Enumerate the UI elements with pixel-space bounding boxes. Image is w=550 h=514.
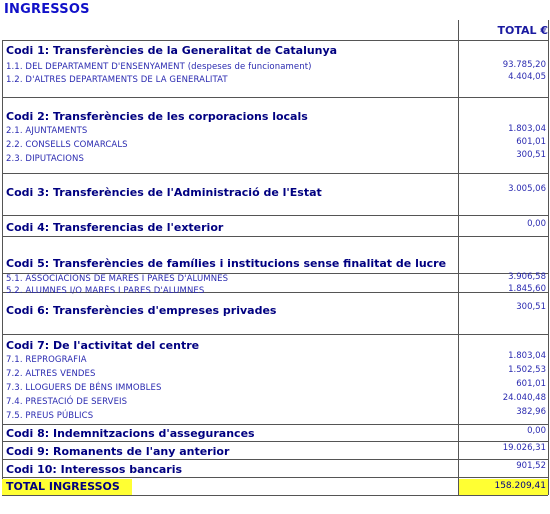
table-left-border bbox=[2, 40, 3, 495]
section-title-codi-7: Codi 7: De l'activitat del centre bbox=[6, 339, 200, 352]
total-column-header: TOTAL € bbox=[497, 24, 548, 37]
line-item-label: 7.1. REPROGRAFIA bbox=[6, 355, 87, 365]
line-item-label: 7.2. ALTRES VENDES bbox=[6, 369, 96, 379]
line-item-label: 7.5. PREUS PÚBLICS bbox=[6, 411, 94, 421]
line-item-value: 1.803,04 bbox=[508, 351, 546, 361]
section-value-codi-10: 901,52 bbox=[516, 461, 546, 471]
line-item-value: 382,96 bbox=[516, 407, 546, 417]
row-divider bbox=[2, 97, 548, 98]
section-value-codi-9: 19.026,31 bbox=[502, 443, 546, 453]
section-title-codi-3: Codi 3: Transferències de l'Administració de l'Estat bbox=[6, 186, 322, 199]
line-item-label: 1.1. DEL DEPARTAMENT D'ENSENYAMENT (despeses de funcionament) bbox=[6, 62, 312, 72]
section-title-codi-8: Codi 8: Indemnitzacions d'assegurances bbox=[6, 427, 255, 440]
row-divider bbox=[2, 441, 548, 442]
section-value-codi-8: 0,00 bbox=[527, 426, 546, 436]
line-item-value: 93.785,20 bbox=[502, 60, 546, 70]
line-item-label: 2.3. DIPUTACIONS bbox=[6, 154, 85, 164]
line-item-value: 601,01 bbox=[516, 379, 546, 389]
row-divider bbox=[2, 424, 548, 425]
line-item-value: 300,51 bbox=[516, 150, 546, 160]
section-title-codi-9: Codi 9: Romanents de l'any anterior bbox=[6, 445, 230, 458]
row-divider bbox=[2, 215, 548, 216]
section-value-codi-3: 3.005,06 bbox=[508, 184, 546, 194]
section-title-codi-4: Codi 4: Transferencias de l'exterior bbox=[6, 221, 224, 234]
line-item-label: 5.1. ASSOCIACIONS DE MARES I PARES D'ALUMNES bbox=[6, 274, 229, 284]
row-divider bbox=[2, 477, 548, 478]
row-divider bbox=[2, 459, 548, 460]
section-title-codi-10: Codi 10: Interessos bancaris bbox=[6, 463, 183, 476]
line-item-label: 7.4. PRESTACIÓ DE SERVEIS bbox=[6, 397, 128, 407]
line-item-value: 1.845,60 bbox=[508, 284, 546, 294]
total-label: TOTAL INGRESSOS bbox=[6, 480, 120, 493]
section-value-codi-4: 0,00 bbox=[527, 219, 546, 229]
line-item-value: 601,01 bbox=[516, 137, 546, 147]
line-item-label: 2.1. AJUNTAMENTS bbox=[6, 126, 88, 136]
line-item-label: 2.2. CONSELLS COMARCALS bbox=[6, 140, 128, 150]
row-divider bbox=[2, 495, 548, 496]
line-item-value: 4.404,05 bbox=[508, 72, 546, 82]
line-item-value: 1.502,53 bbox=[508, 365, 546, 375]
line-item-label: 7.3. LLOGUERS DE BÉNS IMMOBLES bbox=[6, 383, 162, 393]
section-title-codi-6: Codi 6: Transferències d'empreses privades bbox=[6, 304, 277, 317]
section-title-codi-2: Codi 2: Transferències de les corporacions locals bbox=[6, 110, 308, 123]
row-divider bbox=[2, 334, 548, 335]
total-value: 158.209,41 bbox=[494, 481, 546, 491]
row-divider bbox=[2, 40, 548, 41]
section-value-codi-6: 300,51 bbox=[516, 302, 546, 312]
line-item-label: 1.2. D'ALTRES DEPARTAMENTS DE LA GENERALITAT bbox=[6, 75, 228, 85]
line-item-label: 5.2. ALUMNES I/O MARES I PARES D'ALUMNES bbox=[6, 286, 205, 296]
line-item-value: 3.906,58 bbox=[508, 272, 546, 282]
line-item-value: 24.040,48 bbox=[502, 393, 546, 403]
section-title-codi-1: Codi 1: Transferències de la Generalitat de Catalunya bbox=[6, 44, 338, 57]
page-title: INGRESSOS bbox=[4, 2, 90, 17]
row-divider bbox=[2, 173, 548, 174]
row-divider bbox=[2, 236, 548, 237]
section-title-codi-5: Codi 5: Transferències de famílies i institucions sense finalitat de lucre bbox=[6, 257, 447, 270]
table-right-border bbox=[548, 20, 549, 495]
line-item-value: 1.803,04 bbox=[508, 124, 546, 134]
